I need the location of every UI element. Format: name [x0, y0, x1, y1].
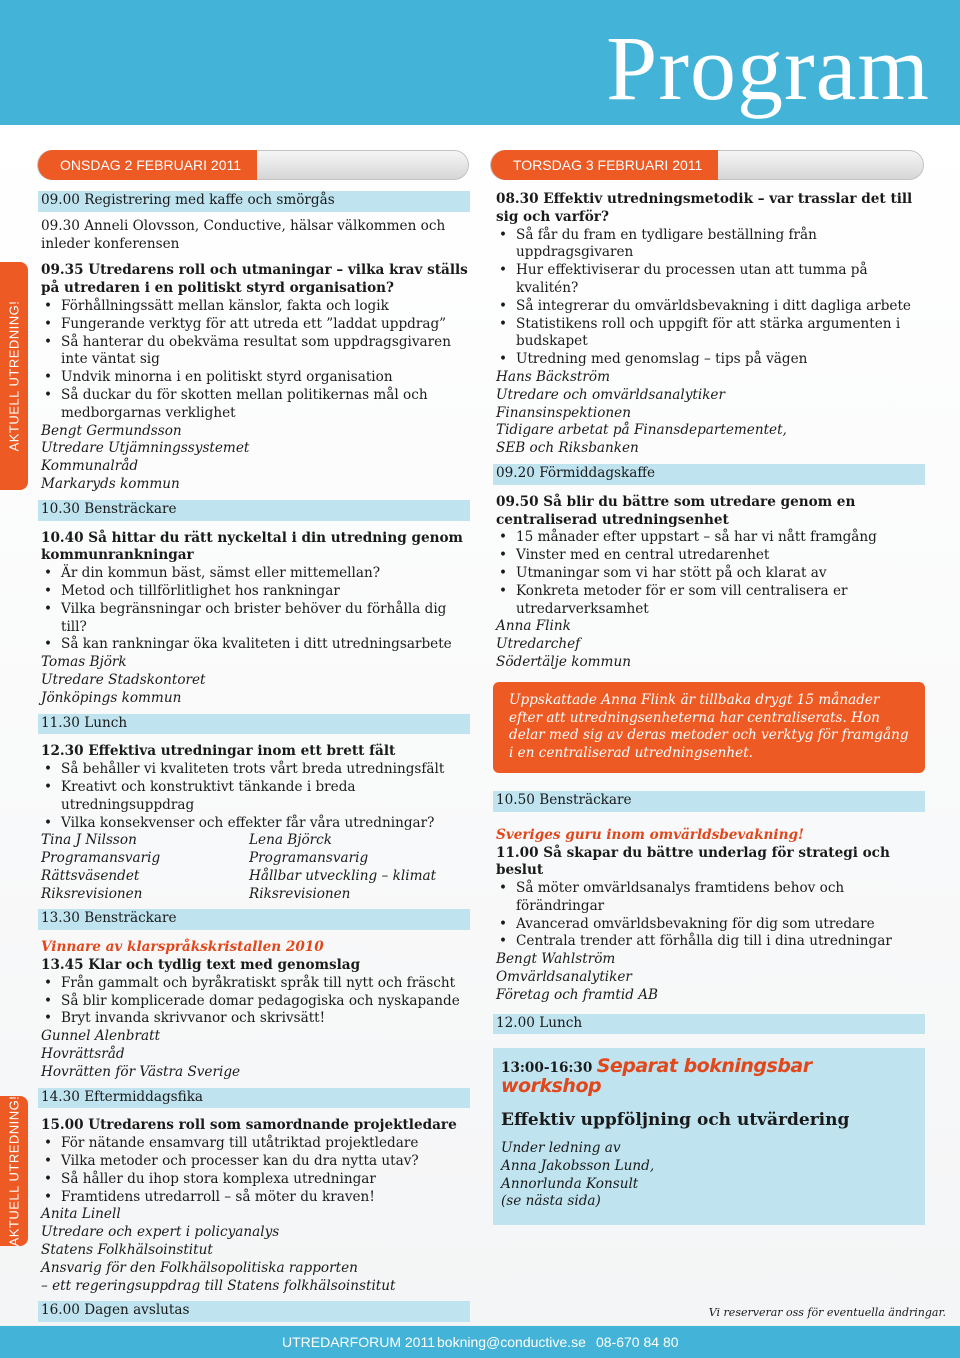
side-tab-label: AKTUELL UTREDNING!	[6, 300, 22, 452]
session-title: 10.40 Så hittar du rätt nyckeltal i din utredning genom kommunrankningar	[41, 529, 463, 564]
day1-header-label: ONSDAG 2 FEBRUARI 2011	[38, 150, 257, 180]
day1-header	[37, 150, 469, 180]
bullet-list	[496, 227, 925, 369]
list-item: • Kreativt och konstruktivt tänkande i breda utredningsuppdrag	[41, 779, 470, 815]
speaker-line: – ett regeringsuppdrag till Statens folkhälsoinstitut	[41, 1277, 396, 1294]
footer-event: UTREDARFORUM 2011	[282, 1334, 435, 1350]
speaker-line: Hans Bäckström	[496, 368, 610, 385]
list-item: • Utredning med genomslag – tips på vägen	[496, 351, 925, 369]
award-line: Vinnare av klarspråkskristallen 2010	[41, 939, 324, 956]
speaker-line: Bengt Wahlström	[496, 951, 616, 968]
list-item: • Från gammalt och byråkratiskt språk till nytt och fräscht	[41, 975, 470, 993]
speaker-line: Företag och framtid AB	[496, 986, 659, 1003]
list-item: • Så duckar du för skotten mellan politikernas mål och medborgarnas verklighet	[41, 387, 470, 423]
workshop-title: Effektiv uppföljning och utvärdering	[501, 1110, 850, 1131]
session-title: 13.45 Klar och tydlig text med genomslag	[41, 957, 361, 974]
list-item: • Så kan rankningar öka kvaliteten i ditt utredningsarbete	[41, 636, 470, 654]
speaker-line: Södertälje kommun	[496, 653, 631, 670]
speaker-line: Rättsväsendet	[41, 867, 140, 884]
list-item: • Vinster med en central utredarenhet	[496, 547, 925, 565]
speaker-line: Utredarchef	[496, 636, 581, 653]
list-item: • Så håller du ihop stora komplexa utredningar	[41, 1171, 470, 1189]
list-item: • Bryt invanda skrivvanor och skrivsätt!	[41, 1010, 470, 1028]
highlight-callout: Uppskattade Anna Flink är tillbaka drygt 15 månader efter att utredningsenheterna har centraliserats. Hon delar med sig av deras metoder och verktyg för framgång i en centraliserad utredningsenhet.	[493, 682, 925, 773]
session-bar: 16.00 Dagen avslutas	[38, 1301, 470, 1322]
list-item: • Så behåller vi kvaliteten trots vårt breda utredningsfält	[41, 761, 470, 779]
list-item: • Framtidens utredarroll – så möter du kraven!	[41, 1189, 470, 1207]
session-title: 15.00 Utredarens roll som samordnande projektledare	[41, 1117, 457, 1134]
speaker-line: Programansvarig	[41, 850, 161, 867]
speaker-line: Statens Folkhälsoinstitut	[41, 1242, 213, 1259]
speaker-line: Riksrevisionen	[41, 885, 143, 902]
bullet-list	[41, 761, 470, 832]
list-item: • Är din kommun bäst, sämst eller mittemellan?	[41, 565, 470, 583]
day2-column	[493, 191, 925, 1225]
speaker-line: Programansvarig	[249, 850, 369, 867]
speaker-line: Tina J Nilsson	[41, 832, 137, 849]
session-bar: 11.30 Lunch	[38, 714, 470, 735]
session-title: 08.30 Effektiv utredningsmetodik – var trasslar det till sig och varför?	[496, 191, 913, 225]
workshop-line: Under ledning av	[501, 1140, 621, 1157]
speaker-line: Utredare Utjämningssystemet	[41, 440, 250, 457]
speaker-line: Jönköpings kommun	[41, 689, 182, 706]
workshop-time: 13:00-16:30	[501, 1060, 593, 1077]
bullet-list	[496, 529, 925, 618]
speaker-line: Finansinspektionen	[496, 404, 631, 421]
list-item: • Statistikens roll och uppgift för att stärka argumenten i budskapet	[496, 316, 925, 352]
side-tab-top	[0, 262, 28, 490]
session-bar: 10.30 Bensträckare	[38, 500, 470, 521]
page-title: Program	[606, 17, 930, 119]
speaker-line: Kommunalråd	[41, 458, 139, 475]
speaker-line: Hovrättsråd	[41, 1046, 125, 1063]
session-title: 09.30 Anneli Olovsson, Conductive, hälsar välkommen och inleder konferensen	[41, 217, 446, 252]
list-item: • Förhållningssätt mellan känslor, fakta och logik	[41, 298, 470, 316]
bullet-list	[41, 975, 470, 1028]
session-title: 09.35 Utredarens roll och utmaningar – vilka krav ställs på utredaren i en politiskt styrd organisation?	[41, 262, 468, 297]
workshop-line: (se nästa sida)	[501, 1193, 601, 1210]
speaker-line: Anita Linell	[41, 1206, 121, 1223]
workshop-line: Annorlunda Konsult	[501, 1175, 639, 1192]
session-title: 09.50 Så blir du bättre som utredare genom en centraliserad utredningsenhet	[496, 493, 856, 528]
session-bar: 13.30 Bensträckare	[38, 909, 470, 930]
list-item: • Så integrerar du omvärldsbevakning i ditt dagliga arbete	[496, 298, 925, 316]
day2-header	[490, 150, 924, 180]
list-item: • Konkreta metoder för er som vill centralisera er utredarverksamhet	[496, 583, 925, 619]
speaker-line: Omvärldsanalytiker	[496, 969, 632, 986]
list-item: • Så får du fram en tydligare beställning från uppdragsgivaren	[496, 227, 925, 263]
list-item: • Fungerande verktyg för att utreda ett ”laddat uppdrag”	[41, 316, 470, 334]
speaker-line: Riksrevisionen	[249, 885, 351, 902]
list-item: • Centrala trender att förhålla dig till i dina utredningar	[496, 933, 925, 951]
speaker-line: Utredare och expert i policyanalys	[41, 1224, 280, 1241]
speaker-line: Tomas Björk	[41, 654, 127, 671]
session-bar: 14.30 Eftermiddagsfika	[38, 1088, 470, 1109]
speaker-line: Hållbar utveckling – klimat	[249, 867, 437, 884]
speaker-line: SEB och Riksbanken	[496, 440, 639, 457]
footer-phone: 08-670 84 80	[596, 1334, 679, 1350]
session-bar: 09.00 Registrering med kaffe och smörgås	[38, 191, 470, 212]
side-tab-bottom	[0, 1096, 28, 1246]
bullet-list	[41, 1135, 470, 1206]
list-item: • Vilka begränsningar och brister behöver du förhålla dig till?	[41, 601, 470, 637]
session-bar: 10.50 Bensträckare	[493, 791, 925, 812]
bullet-list	[496, 880, 925, 951]
list-item: • Så hanterar du obekväma resultat som uppdragsgivaren inte väntat sig	[41, 334, 470, 370]
speaker-line: Gunnel Alenbratt	[41, 1028, 161, 1045]
session-bar: 12.00 Lunch	[493, 1014, 925, 1035]
list-item: • Så möter omvärldsanalys framtidens behov och förändringar	[496, 880, 925, 916]
speaker-line: Hovrätten för Västra Sverige	[41, 1063, 241, 1080]
speaker-line: Markaryds kommun	[41, 475, 180, 492]
list-item: • Hur effektiviserar du processen utan att tumma på kvalitén?	[496, 262, 925, 298]
list-item: • Utmaningar som vi har stött på och klarat av	[496, 565, 925, 583]
bullet-list	[41, 565, 470, 654]
speaker-line: Ansvarig för den Folkhälsopolitiska rapporten	[41, 1259, 358, 1276]
list-item: • Metod och tillförlitlighet hos rankningar	[41, 583, 470, 601]
session-title: 12.30 Effektiva utredningar inom ett brett fält	[41, 743, 396, 760]
day1-column	[38, 191, 470, 1322]
speaker-line: Bengt Germundsson	[41, 422, 182, 439]
workshop-tag: Separat bokningsbar workshop	[501, 1055, 812, 1098]
workshop-box	[493, 1048, 925, 1225]
list-item: • Vilka metoder och processer kan du dra nytta utav?	[41, 1153, 470, 1171]
list-item: • För nätande ensamvarg till utåtriktad projektledare	[41, 1135, 470, 1153]
day2-header-label: TORSDAG 3 FEBRUARI 2011	[491, 150, 718, 180]
footer-email[interactable]: bokning@conductive.se	[437, 1334, 586, 1350]
footer-bar	[0, 1326, 960, 1358]
list-item: • Avancerad omvärldsbevakning för dig som utredare	[496, 916, 925, 934]
side-tab-label: AKTUELL UTREDNING!	[6, 1095, 22, 1247]
speaker-line: Anna Flink	[496, 618, 571, 635]
speaker-pair	[41, 832, 470, 903]
list-item: • Så blir komplicerade domar pedagogiska och nyskapande	[41, 993, 470, 1011]
speaker-line: Tidigare arbetat på Finansdepartementet,	[496, 422, 787, 439]
speaker-line: Utredare Stadskontoret	[41, 671, 206, 688]
bullet-list	[41, 298, 470, 423]
award-line: Sveriges guru inom omvärldsbevakning!	[496, 826, 804, 843]
session-title: 11.00 Så skapar du bättre underlag för strategi och beslut	[496, 844, 890, 879]
list-item: • 15 månader efter uppstart – så har vi nått framgång	[496, 529, 925, 547]
disclaimer-note: Vi reserverar oss för eventuella ändringar.	[708, 1306, 946, 1319]
session-bar: 09.20 Förmiddagskaffe	[493, 464, 925, 485]
speaker-line: Utredare och omvärldsanalytiker	[496, 386, 725, 403]
speaker-line: Lena Björck	[249, 832, 332, 849]
list-item: • Undvik minorna i en politiskt styrd organisation	[41, 369, 470, 387]
workshop-line: Anna Jakobsson Lund,	[501, 1157, 655, 1174]
list-item: • Vilka konsekvenser och effekter får våra utredningar?	[41, 815, 470, 833]
